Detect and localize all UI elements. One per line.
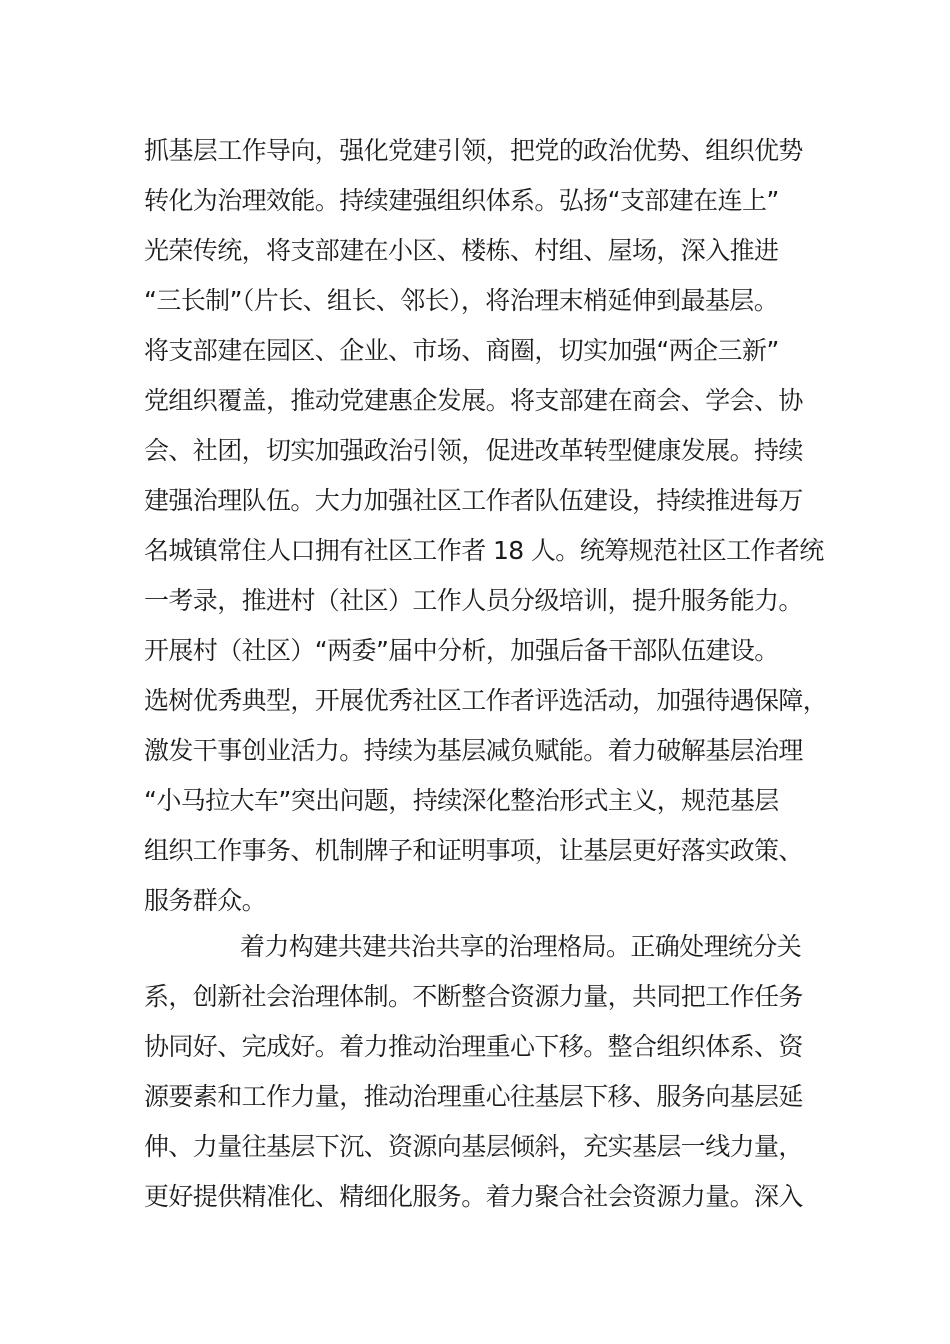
- text-line: 激发干事创业活力。持续为基层减负赋能。着力破解基层治理: [144, 736, 803, 765]
- text-line: 选树优秀典型，开展优秀社区工作者评选活动，加强待遇保障，: [144, 686, 828, 715]
- text-line: 开展村（社区）“两委”届中分析，加强后备干部队伍建设。: [144, 636, 779, 665]
- text-line: 将支部建在园区、企业、市场、商圈，切实加强“两企三新”: [144, 336, 779, 365]
- text-line: 服务群众。: [144, 886, 267, 915]
- text-line: 会、社团，切实加强政治引领，促进改革转型健康发展。持续: [144, 436, 803, 465]
- text-line: 组织工作事务、机制牌子和证明事项，让基层更好落实政策、: [144, 836, 803, 865]
- text-line: “三长制”（片长、组长、邻长），将治理末梢延伸到最基层。: [144, 286, 779, 315]
- text-line: 系，创新社会治理体制。不断整合资源力量，共同把工作任务: [144, 982, 803, 1011]
- text-line: 着力构建共建共治共享的治理格局。正确处理统分关: [240, 932, 802, 961]
- text-line: 建强治理队伍。大力加强社区工作者队伍建设，持续推进每万: [144, 486, 803, 515]
- text-line: 伸、力量往基层下沉、资源向基层倾斜，充实基层一线力量，: [144, 1132, 803, 1161]
- text-line: 抓基层工作导向，强化党建引领，把党的政治优势、组织优势: [144, 136, 803, 165]
- text-line: 光荣传统，将支部建在小区、楼栋、村组、屋场，深入推进: [144, 236, 779, 265]
- text-line: 名城镇常住人口拥有社区工作者 18 人。统筹规范社区工作者统: [144, 536, 824, 565]
- text-line: 源要素和工作力量，推动治理重心往基层下移、服务向基层延: [144, 1082, 803, 1111]
- text-line: “小马拉大车”突出问题，持续深化整治形式主义，规范基层: [144, 786, 779, 815]
- text-line: 协同好、完成好。着力推动治理重心下移。整合组织体系、资: [144, 1032, 803, 1061]
- text-line: 党组织覆盖，推动党建惠企发展。将支部建在商会、学会、协: [144, 386, 803, 415]
- text-line: 一考录，推进村（社区）工作人员分级培训，提升服务能力。: [144, 586, 803, 615]
- text-line: 转化为治理效能。持续建强组织体系。弘扬“支部建在连上”: [144, 186, 779, 215]
- text-line: 更好提供精准化、精细化服务。着力聚合社会资源力量。深入: [144, 1182, 803, 1211]
